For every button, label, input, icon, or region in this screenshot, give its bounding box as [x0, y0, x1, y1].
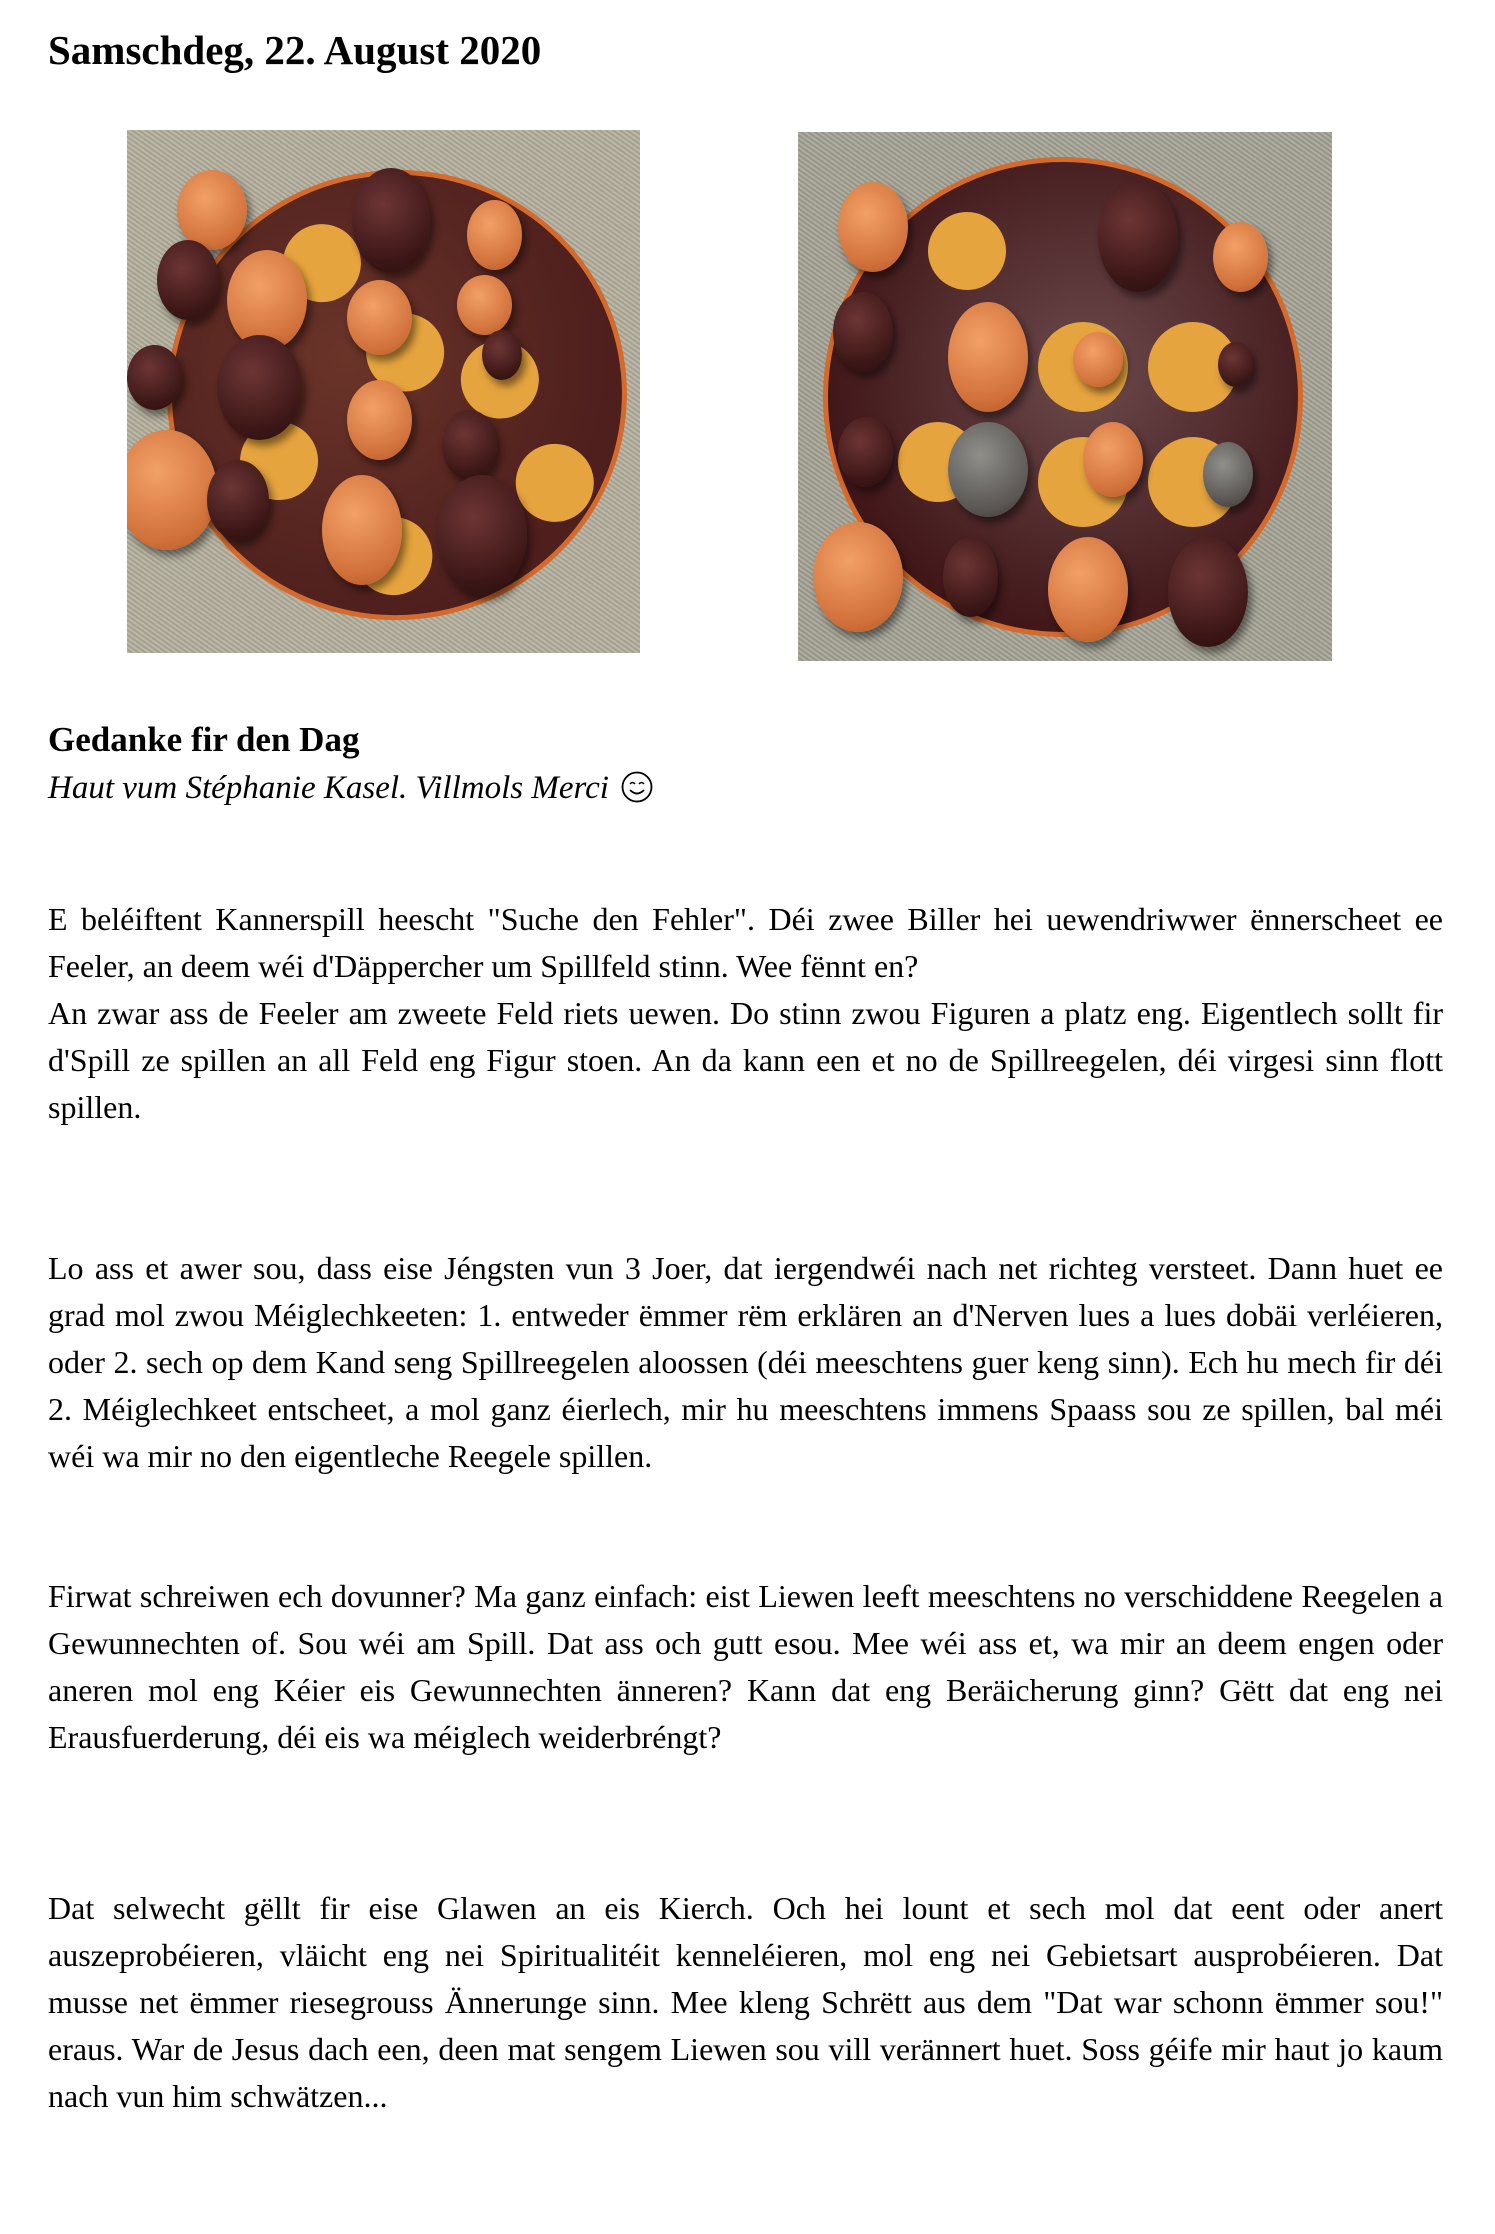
game-board-photo-left [127, 130, 640, 653]
credit-line [48, 770, 653, 807]
game-piece [127, 430, 217, 550]
game-piece [177, 170, 247, 250]
page-date-title: Samschdeg, 22. August 2020 [48, 27, 542, 73]
game-piece [467, 200, 522, 270]
paragraph-text: An zwar ass de Feeler am zweete Feld riets uewen. Do stinn zwou Figuren a platz eng. Eigentlech sollt fir d'Spill ze spillen an all Feld eng Figur stoen. An da kann een et no de Spillreegelen, déi virgesi sinn flott spillen. [48, 995, 1443, 1125]
game-piece [838, 182, 908, 272]
game-piece [157, 240, 219, 320]
game-board-photo-right [798, 132, 1332, 661]
game-piece [347, 380, 412, 460]
game-piece [1073, 332, 1123, 387]
game-piece [347, 280, 412, 355]
game-piece [217, 335, 302, 440]
game-piece [1098, 182, 1178, 292]
game-piece [1218, 342, 1253, 387]
paragraph-text: Lo ass et awer sou, dass eise Jéngsten vun 3 Joer, dat iergendwéi nach net richteg versteet. Dann huet ee grad mol zwou Méiglechkeeten: 1. entweder ëmmer rëm erklären an d'Nerven lues a lues dobäi verléieren, oder 2. sech op dem Kand seng Spillreegelen aloossen (déi meeschtens guer keng sinn). Ech hu mech fir déi 2. Méiglechkeet entscheet, a mol ganz éierlech, mir hu meeschtens immens Spaass sou ze spillen, bal méi wéi wa mir no den eigentleche Reegele spillen. [48, 1250, 1443, 1474]
smiley-face-icon [621, 771, 653, 803]
game-piece [838, 417, 893, 487]
game-piece [1213, 222, 1268, 292]
game-piece [322, 475, 402, 585]
game-piece [1083, 422, 1143, 497]
game-piece [948, 302, 1028, 412]
game-piece [813, 522, 903, 632]
game-piece [1048, 537, 1128, 642]
paragraph-4 [48, 1885, 1443, 2120]
board-hole [928, 212, 1006, 290]
paragraph-text: Dat selwecht gëllt fir eise Glawen an eis Kierch. Och hei lount et sech mol dat eent oder anert auszeprobéieren, vläicht eng nei Spiritualitéit kenneléieren, mol eng nei Gebietsart ausprobéieren. Dat musse net ëmmer riesegrouss Ännerunge sinn. Mee kleng Schrëtt aus dem "Dat war schonn ëmmer sou!" eraus. War de Jesus dach een, deen mat sengem Liewen sou vill verännert huet. Soss géife mir haut jo kaum nach vun him schwätzen... [48, 1890, 1443, 2114]
paragraph-2 [48, 1245, 1443, 1480]
game-piece [207, 460, 269, 540]
game-piece [442, 410, 497, 480]
game-piece [437, 475, 527, 595]
game-piece [482, 330, 522, 380]
paragraph-text: Firwat schreiwen ech dovunner? Ma ganz einfach: eist Liewen leeft meeschtens no verschiddene Reegelen a Gewunnechten of. Sou wéi am Spill. Dat ass och gutt esou. Mee wéi ass et, wa mir an deem engen oder aneren mol eng Kéier eis Gewunnechten änneren? Kann dat eng Beräicherung ginn? Gëtt dat eng nei Erausfuerderung, déi eis wa méiglech weiderbréngt? [48, 1578, 1443, 1755]
section-heading: Gedanke fir den Dag [48, 720, 360, 759]
game-piece [352, 168, 430, 273]
paragraph-text: E beléiftent Kannerspill heescht "Suche den Fehler". Déi zwee Biller hei uewendriwwer ënnerscheet ee Feeler, an deem wéi d'Däppercher um Spillfeld stinn. Wee fënnt en? [48, 901, 1443, 984]
game-piece [457, 275, 512, 335]
game-piece [948, 422, 1028, 517]
game-piece [127, 345, 182, 410]
game-piece [1203, 442, 1253, 507]
game-piece [1168, 537, 1248, 647]
paragraph-1 [48, 896, 1443, 1131]
paragraph-3 [48, 1573, 1443, 1761]
game-piece [943, 537, 998, 617]
game-piece [833, 292, 893, 372]
credit-text: Haut vum Stéphanie Kasel. Villmols Merci [48, 770, 609, 806]
